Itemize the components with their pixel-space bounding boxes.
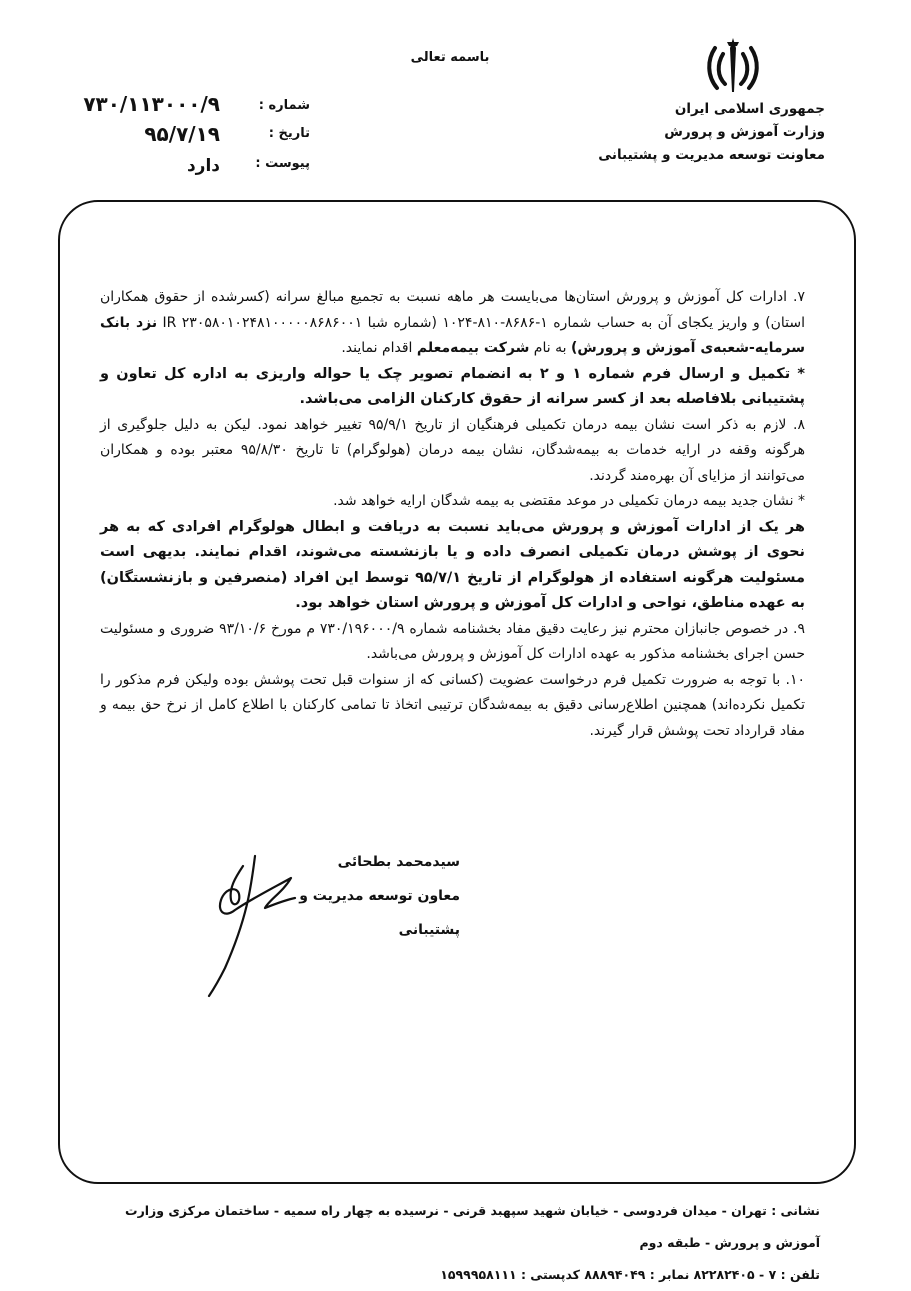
meta-attachment-row xyxy=(70,150,310,178)
letter-meta xyxy=(70,94,310,184)
signer-title: معاون توسعه مدیریت و پشتیبانی xyxy=(299,888,460,938)
paragraph-8: ۸. لازم به ذکر است نشان بیمه درمان تکمیلی فرهنگیان از تاریخ ۹۵/۹/۱ تغییر خواهد نمود. لیکن به دلیل جلوگیری از هرگونه وقفه در ارایه خدمات به بیمه‌شدگان، نشان بیمه درمان (هولوگرام) تا تاریخ ۹۵/۸/۳۰ معتبر بوده و همکاران می‌توانند از مزایای آن بهره‌مند گردند. xyxy=(100,416,805,484)
ministry-block xyxy=(565,98,825,167)
number-value: ۷۳۰/۱۱۳۰۰۰/۹ xyxy=(83,92,220,116)
signer-name: سیدمحمد بطحائی xyxy=(337,854,460,870)
paragraph-8-bold: هر یک از ادارات آموزش و پرورش می‌باید نسبت به دریافت و ابطال هولوگرام افرادی که به هر نحوی از پوشش درمان تکمیلی انصرف داده و یا بازنشسته می‌شوند، اقدام نمایند. بدیهی است مسئولیت هرگونه استفاده از هولوگرام از تاریخ ۹۵/۷/۱ توسط این افراد (منصرفین و بازنشستگان) به عهده مناطق، نواحی و ادارات کل آموزش و پرورش استان خواهد بود. xyxy=(100,518,806,611)
attachment-value: دارد xyxy=(186,156,220,176)
paragraph-7-end: اقدام نمایند. xyxy=(341,340,417,356)
besmellah-heading: باسمه تعالی xyxy=(410,50,490,65)
letter-body xyxy=(100,285,805,744)
paragraph-7-note: * تکمیل و ارسال فرم شماره ۱ و ۲ به انضمام تصویر چک یا حواله واریزی به اداره کل تعاون و پشتیبانی بلافاصله بعد از کسر سرانه از حقوق کارکنان الزامی می‌باشد. xyxy=(100,365,806,407)
ministry-line-ministry: وزارت آموزش و پرورش xyxy=(664,124,825,140)
paragraph-7-bank: نزد بانک سرمایه-شعبه‌ی آموزش و پرورش) xyxy=(100,314,805,356)
paragraph-7-text: ۷. ادارات کل آموزش و پرورش استان‌ها می‌بایست هر ماهه نسبت به تجمیع مبالغ سرانه (کسرشده از حقوق همکاران استان) و واریز یکجای آن به حساب شماره ۱-۸۶۸۶-۸۱۰-۱۰۲۴ (شماره شبا IR ۲۳۰۵۸۰۱۰۲۴۸۱۰۰۰۰۰۸۶۸۶۰۰۱ xyxy=(100,289,806,331)
date-label: تاریخ : xyxy=(268,126,310,141)
ministry-line-country: جمهوری اسلامی ایران xyxy=(674,101,825,117)
iran-emblem-icon xyxy=(705,34,761,98)
meta-number-row xyxy=(70,94,310,122)
letter-footer xyxy=(95,1195,820,1291)
footer-contact: تلفن : ۷ - ۸۲۲۸۲۴۰۵ نمابر : ۸۸۸۹۴۰۴۹ کدپستی : ۱۵۹۹۹۵۸۱۱۱ xyxy=(440,1267,820,1282)
ministry-line-deputy: معاونت توسعه مدیریت و پشتیبانی xyxy=(598,147,825,163)
paragraph-7-mid: به نام xyxy=(529,340,571,356)
paragraph-7 xyxy=(100,285,805,362)
date-value: ۹۵/۷/۱۹ xyxy=(144,122,220,146)
handwritten-signature-icon xyxy=(195,848,305,998)
attachment-label: پیوست : xyxy=(255,156,310,171)
paragraph-10: ۱۰. با توجه به ضرورت تکمیل فرم درخواست عضویت (کسانی که از سنوات قبل تحت پوشش بوده ولیکن فرم مذکور را تکمیل نکرده‌اند) همچنین اطلاع‌رسانی دقیق به بیمه‌شدگان ترتیبی اتخاذ تا تمامی کارکنان با اطلاع کامل از نرخ حق بیمه و مفاد قرارداد تحت پوشش قرار گیرند. xyxy=(100,671,805,739)
paragraph-8-note: * نشان جدید بیمه درمان تکمیلی در موعد مقتضی به بیمه شدگان ارایه خواهد شد. xyxy=(333,493,805,509)
paragraph-7-company: شرکت بیمه‌معلم xyxy=(416,340,530,356)
paragraph-9: ۹. در خصوص جانبازان محترم نیز رعایت دقیق مفاد بخشنامه شماره ۷۳۰/۱۹۶۰۰۰/۹ م مورخ ۹۳/۱۰/۶ ضروری و مسئولیت حسن اجرای بخشنامه مذکور به عهده ادارات کل آموزش و پرورش می‌باشد. xyxy=(100,620,805,662)
footer-address: نشانی : تهران - میدان فردوسی - خیابان شهید سپهبد قرنی - نرسیده به چهار راه سمیه - ساختمان مرکزی وزارت آموزش و پرورش - طبقه دوم xyxy=(125,1203,820,1250)
number-label: شماره : xyxy=(258,98,310,113)
meta-date-row xyxy=(70,122,310,150)
